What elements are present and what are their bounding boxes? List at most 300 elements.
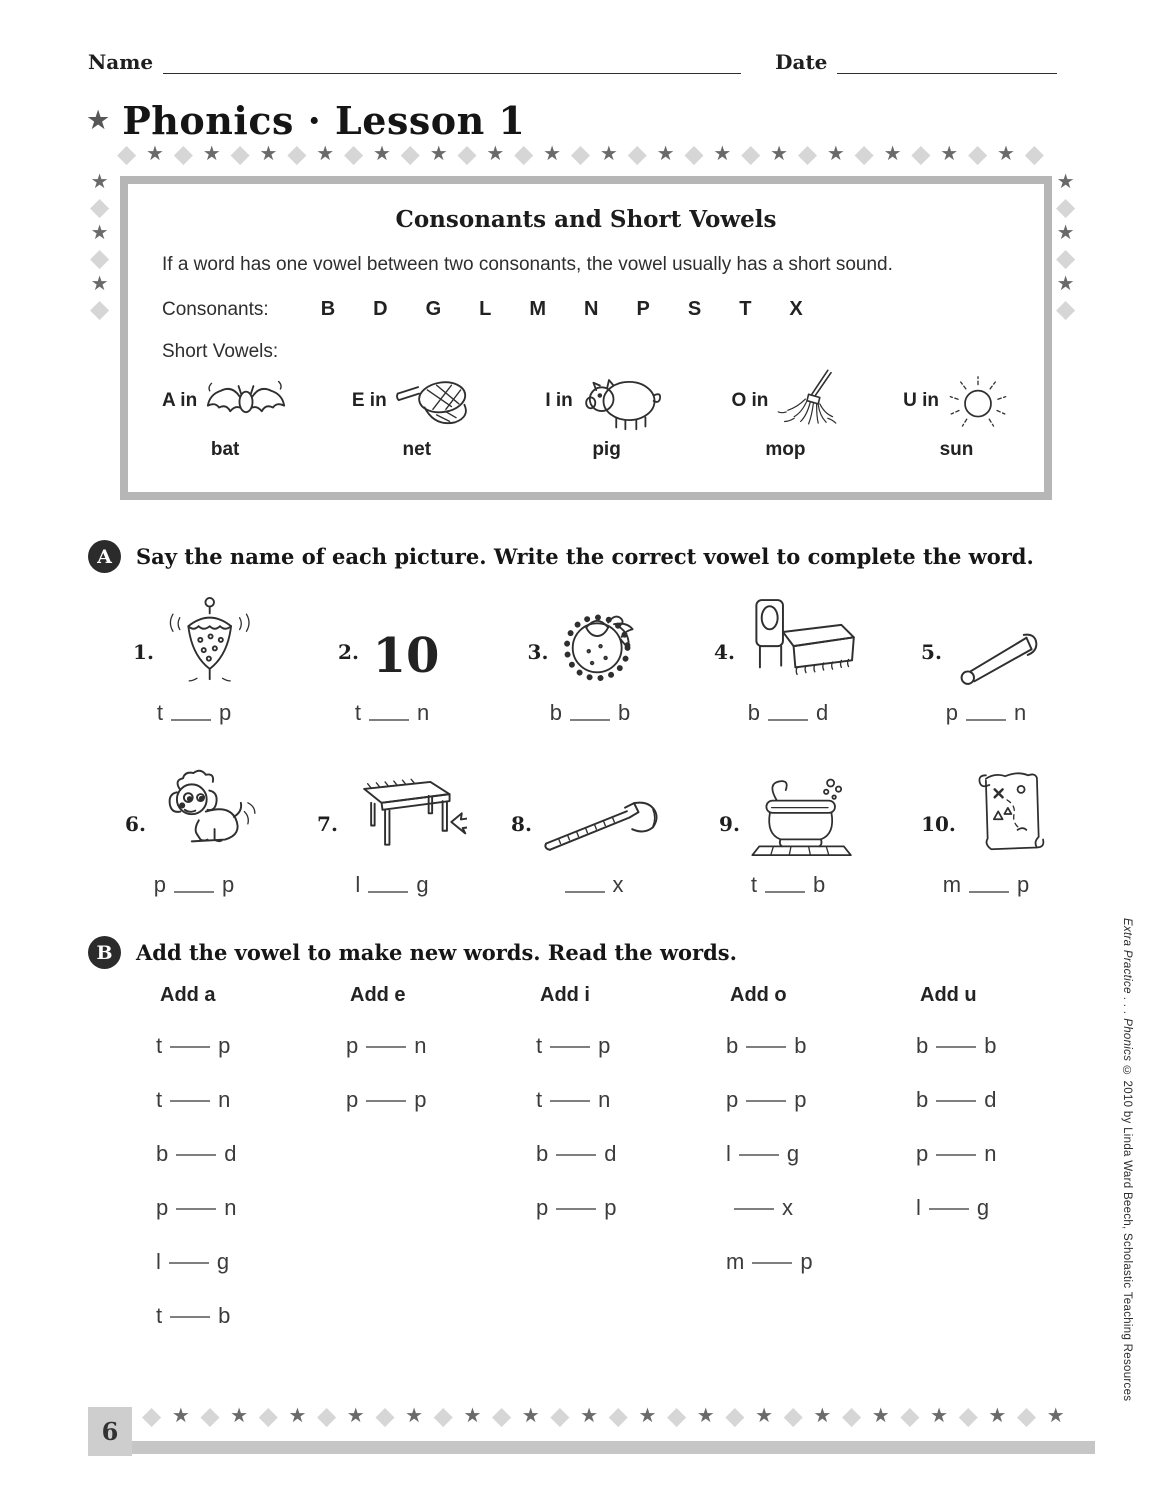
- word-post-letter: x: [612, 872, 624, 897]
- diamond-icon: ◆: [1056, 193, 1076, 221]
- fill-in-word: [346, 1073, 508, 1127]
- diamond-icon: ◆: [375, 1401, 395, 1430]
- safety-pin-icon: [949, 628, 1051, 686]
- consonant-letter: D: [373, 298, 388, 320]
- vowel-word: sun: [939, 439, 974, 460]
- consonant-letter: N: [584, 298, 599, 320]
- item-number: 9.: [719, 812, 740, 836]
- write-blank: [936, 1094, 976, 1102]
- word-pre-letter: p: [346, 1087, 359, 1112]
- word-pre-letter: l: [726, 1141, 731, 1166]
- name-write-line: [163, 52, 741, 74]
- diamond-icon: ◆: [725, 1401, 745, 1430]
- diamond-icon: ◆: [200, 1401, 220, 1430]
- exercise-item: [293, 752, 491, 898]
- write-blank: [570, 713, 610, 721]
- diamond-icon: ◆: [287, 139, 307, 168]
- fill-in-word: [726, 1235, 888, 1289]
- vowel-example-i: [545, 365, 667, 461]
- fill-in-word: [156, 1289, 318, 1343]
- word-pre-letter: p: [346, 1033, 359, 1058]
- decor-border-bottom: [142, 1401, 1065, 1430]
- page-number-tab: [88, 1407, 132, 1456]
- star-icon: ★: [826, 143, 845, 165]
- fill-in-word: [916, 1181, 1078, 1235]
- short-vowels-label: Short Vowels:: [162, 341, 279, 362]
- vowel-word: bat: [210, 439, 240, 460]
- star-icon: ★: [171, 1405, 190, 1427]
- diamond-icon: ◆: [1016, 1401, 1037, 1430]
- vowel-label: A in: [162, 390, 198, 411]
- exercise-item: [689, 580, 887, 726]
- puppy-icon: [153, 766, 263, 858]
- diamond-icon: ◆: [968, 139, 988, 168]
- word-pre-letter: b: [536, 1141, 549, 1166]
- star-icon: ★: [988, 1405, 1007, 1427]
- write-blank: [765, 885, 805, 893]
- word-pre-letter: p: [153, 872, 166, 897]
- diamond-icon: ◆: [90, 193, 110, 221]
- star-icon: ★: [230, 1405, 249, 1427]
- arrow-icon: [451, 813, 467, 833]
- page-number: 6: [101, 1417, 119, 1446]
- diamond-icon: ◆: [173, 139, 193, 168]
- fill-in-word: [916, 1127, 1078, 1181]
- word-pre-letter: m: [942, 872, 962, 897]
- consonant-letter: L: [479, 298, 492, 320]
- consonant-letter: P: [636, 298, 650, 320]
- item-number: 5.: [921, 640, 942, 664]
- diamond-icon: ◆: [783, 1401, 803, 1430]
- name-date-row: [88, 50, 1057, 74]
- section-a-header: [88, 540, 1034, 573]
- bat-icon: [204, 374, 288, 428]
- write-blank: [969, 885, 1009, 893]
- star-icon: ★: [713, 143, 732, 165]
- vowel-label: O in: [731, 390, 769, 411]
- write-blank: [768, 713, 808, 721]
- consonant-letter: M: [529, 298, 547, 320]
- credit-rest: © 2010 by Linda Ward Beech, Scholastic Teaching Resources: [1121, 1061, 1133, 1402]
- word-post-letter: p: [414, 1087, 427, 1112]
- exercise-item: [491, 752, 689, 898]
- star-icon: ★: [405, 1405, 424, 1427]
- ax-icon: [539, 786, 669, 858]
- add-i-column: [508, 984, 698, 1343]
- star-icon: ★: [86, 105, 111, 135]
- vowel-label: I in: [545, 390, 573, 411]
- star-icon: ★: [1046, 1405, 1065, 1427]
- star-icon: ★: [580, 1405, 599, 1427]
- column-header: Add e: [350, 984, 406, 1006]
- word-post-letter: p: [800, 1249, 813, 1274]
- write-blank: [176, 1148, 216, 1156]
- fill-in-word: [154, 872, 235, 898]
- column-header: Add i: [540, 984, 590, 1006]
- svg-text:10: 10: [372, 627, 440, 684]
- star-icon: ★: [883, 143, 902, 165]
- fill-in-word: [536, 1019, 698, 1073]
- star-icon: ★: [372, 143, 391, 165]
- fill-in-word: [916, 1073, 1078, 1127]
- word-post-letter: p: [218, 1033, 231, 1058]
- word-post-letter: d: [224, 1141, 237, 1166]
- net-icon: [394, 373, 482, 429]
- diamond-icon: ◆: [90, 295, 110, 323]
- word-post-letter: d: [984, 1087, 997, 1112]
- word-post-letter: g: [786, 1141, 800, 1166]
- star-icon: ★: [599, 143, 618, 165]
- diamond-icon: ◆: [230, 139, 250, 168]
- item-number: 3.: [527, 640, 549, 664]
- column-header: Add u: [920, 984, 977, 1006]
- star-icon: ★: [543, 143, 562, 165]
- word-post-letter: n: [416, 700, 430, 725]
- word-post-letter: g: [976, 1195, 990, 1220]
- star-icon: ★: [90, 171, 109, 193]
- fill-in-word: [726, 1127, 888, 1181]
- decor-border-top: [117, 139, 1044, 168]
- write-blank: [170, 1310, 210, 1318]
- fill-in-word: [156, 1019, 318, 1073]
- page-title-row: [86, 98, 525, 143]
- star-icon: ★: [638, 1405, 657, 1427]
- word-post-letter: p: [222, 872, 235, 897]
- fill-in-word: [355, 700, 429, 726]
- date-label: Date: [775, 50, 828, 74]
- vowel-label: E in: [351, 390, 387, 411]
- item-number: 6.: [125, 812, 146, 836]
- star-icon: ★: [316, 143, 335, 165]
- word-post-letter: n: [224, 1195, 237, 1220]
- decor-column-right: [1056, 172, 1075, 322]
- word-pre-letter: t: [536, 1087, 543, 1112]
- star-icon: ★: [288, 1405, 307, 1427]
- write-blank: [366, 1040, 406, 1048]
- write-blank: [556, 1202, 596, 1210]
- write-blank: [550, 1094, 590, 1102]
- spinning-top-icon: [161, 592, 255, 686]
- star-icon: ★: [259, 143, 278, 165]
- exercise-item: [95, 580, 293, 726]
- word-pre-letter: l: [156, 1249, 161, 1274]
- word-post-letter: p: [1017, 872, 1030, 897]
- write-blank: [746, 1040, 786, 1048]
- section-a-row-1: [95, 580, 1085, 726]
- write-blank: [734, 1202, 774, 1210]
- word-post-letter: n: [218, 1087, 231, 1112]
- word-post-letter: n: [414, 1033, 427, 1058]
- star-icon: ★: [930, 1405, 949, 1427]
- diamond-icon: ◆: [741, 139, 761, 168]
- word-post-letter: b: [812, 872, 826, 897]
- diamond-icon: ◆: [514, 139, 534, 168]
- star-icon: ★: [1056, 273, 1075, 295]
- write-blank: [556, 1148, 596, 1156]
- section-b-badge: B: [88, 936, 121, 969]
- sun-icon: [946, 369, 1010, 433]
- word-post-letter: p: [604, 1195, 617, 1220]
- date-write-line: [837, 52, 1057, 74]
- diamond-icon: ◆: [854, 139, 874, 168]
- vowel-example-o: [731, 365, 839, 461]
- consonant-letter: X: [789, 298, 803, 320]
- word-pre-letter: p: [945, 700, 958, 725]
- word-pre-letter: p: [156, 1195, 169, 1220]
- write-blank: [550, 1040, 590, 1048]
- word-post-letter: b: [218, 1303, 231, 1328]
- add-e-column: [318, 984, 508, 1343]
- word-post-letter: n: [1014, 700, 1027, 725]
- add-u-column: [888, 984, 1078, 1343]
- word-post-letter: p: [218, 700, 232, 725]
- fill-in-word: [156, 1127, 318, 1181]
- bib-icon: [555, 597, 652, 686]
- rule-box-title: Consonants and Short Vowels: [395, 206, 777, 233]
- bed-icon: [742, 593, 862, 686]
- diamond-icon: ◆: [841, 1401, 862, 1430]
- credit-series-title: Extra Practice . . . Phonics: [1121, 918, 1133, 1062]
- word-pre-letter: b: [726, 1033, 739, 1058]
- pig-icon: [580, 370, 668, 432]
- vowel-word: mop: [765, 439, 806, 460]
- diamond-icon: ◆: [1056, 295, 1076, 323]
- word-pre-letter: t: [156, 1303, 163, 1328]
- star-icon: ★: [429, 143, 448, 165]
- write-blank: [746, 1094, 786, 1102]
- diamond-icon: ◆: [117, 139, 137, 168]
- diamond-icon: ◆: [627, 139, 647, 168]
- fill-in-word: [946, 700, 1027, 726]
- star-icon: ★: [755, 1405, 774, 1427]
- star-icon: ★: [1056, 171, 1075, 193]
- star-icon: ★: [1056, 222, 1075, 244]
- consonants-row: [162, 298, 1010, 321]
- word-post-letter: b: [794, 1033, 807, 1058]
- star-icon: ★: [521, 1405, 540, 1427]
- write-blank: [169, 1256, 209, 1264]
- write-blank: [171, 713, 211, 721]
- word-pre-letter: t: [750, 872, 757, 897]
- vowel-label: U in: [903, 390, 939, 411]
- exercise-item: [887, 752, 1085, 898]
- diamond-icon: ◆: [1024, 139, 1044, 168]
- write-blank: [929, 1202, 969, 1210]
- word-post-letter: g: [216, 1249, 230, 1274]
- exercise-item: [689, 752, 887, 898]
- diamond-icon: ◆: [258, 1401, 278, 1430]
- word-pre-letter: b: [916, 1033, 929, 1058]
- write-blank: [565, 885, 605, 893]
- star-icon: ★: [346, 1405, 365, 1427]
- star-icon: ★: [486, 143, 505, 165]
- name-label: Name: [88, 50, 154, 74]
- tub-icon: [747, 774, 857, 858]
- diamond-icon: ◆: [570, 139, 591, 168]
- fill-in-word: [943, 872, 1030, 898]
- exercise-item: [293, 580, 491, 726]
- exercise-item: [491, 580, 689, 726]
- consonant-letter: S: [687, 298, 702, 320]
- consonant-letter: T: [739, 298, 752, 320]
- star-icon: ★: [146, 143, 164, 165]
- fill-in-word: [346, 1019, 508, 1073]
- word-pre-letter: b: [747, 700, 760, 725]
- diamond-icon: ◆: [142, 1401, 162, 1430]
- table-leg-icon: [345, 766, 467, 858]
- fill-in-word: [156, 1073, 318, 1127]
- fill-in-word: [536, 1181, 698, 1235]
- word-pre-letter: t: [536, 1033, 543, 1058]
- diamond-icon: ◆: [400, 139, 420, 168]
- word-pre-letter: l: [916, 1195, 921, 1220]
- mop-icon: [775, 367, 839, 436]
- diamond-icon: ◆: [900, 1401, 920, 1430]
- fill-in-word: [550, 700, 631, 726]
- word-post-letter: d: [604, 1141, 617, 1166]
- write-blank: [174, 885, 214, 893]
- write-blank: [739, 1148, 779, 1156]
- star-icon: ★: [770, 143, 789, 165]
- diamond-icon: ◆: [491, 1401, 512, 1430]
- star-icon: ★: [656, 143, 675, 165]
- consonant-letter: B: [320, 298, 336, 320]
- section-b-instruction: Add the vowel to make new words. Read the words.: [136, 940, 737, 965]
- diamond-icon: ◆: [550, 1401, 570, 1430]
- item-number: 1.: [133, 640, 154, 664]
- star-icon: ★: [463, 1405, 482, 1427]
- star-icon: ★: [90, 273, 109, 295]
- word-post-letter: p: [598, 1033, 611, 1058]
- diamond-icon: ◆: [958, 1401, 978, 1430]
- write-blank: [176, 1202, 216, 1210]
- section-b-grid: [128, 984, 1078, 1343]
- write-blank: [966, 713, 1006, 721]
- fill-in-word: [726, 1019, 888, 1073]
- section-b-header: [88, 936, 737, 969]
- write-blank: [936, 1040, 976, 1048]
- star-icon: ★: [202, 143, 221, 165]
- diamond-icon: ◆: [911, 139, 931, 168]
- diamond-icon: ◆: [316, 1401, 337, 1430]
- consonants-label: Consonants:: [162, 299, 269, 320]
- diamond-icon: ◆: [90, 244, 110, 272]
- fill-in-word: [726, 1073, 888, 1127]
- word-post-letter: n: [598, 1087, 611, 1112]
- map-icon: [963, 763, 1051, 858]
- star-icon: ★: [813, 1405, 832, 1427]
- vowel-word: net: [402, 439, 432, 460]
- diamond-icon: ◆: [433, 1401, 453, 1430]
- word-pre-letter: t: [156, 700, 163, 725]
- fill-in-word: [157, 700, 231, 726]
- column-header: Add a: [160, 984, 216, 1006]
- item-number: 4.: [714, 640, 735, 664]
- star-icon: ★: [940, 143, 959, 165]
- diamond-icon: ◆: [608, 1401, 628, 1430]
- footer-bar: [96, 1441, 1095, 1454]
- exercise-item: [95, 752, 293, 898]
- word-post-letter: x: [782, 1195, 793, 1220]
- fill-in-word: [536, 1127, 698, 1181]
- rule-box: [120, 176, 1052, 500]
- word-pre-letter: p: [726, 1087, 739, 1112]
- star-icon: ★: [696, 1405, 715, 1427]
- fill-in-word: [355, 872, 428, 898]
- word-pre-letter: t: [156, 1087, 163, 1112]
- word-pre-letter: t: [354, 700, 361, 725]
- word-pre-letter: t: [156, 1033, 163, 1058]
- write-blank: [368, 885, 408, 893]
- vowel-examples-row: [162, 365, 1010, 461]
- vowel-example-a: [162, 365, 288, 461]
- decor-column-left: [90, 172, 109, 322]
- word-post-letter: p: [794, 1087, 807, 1112]
- item-number: 10.: [921, 812, 956, 836]
- vowel-example-u: [903, 365, 1010, 461]
- diamond-icon: ◆: [457, 139, 477, 168]
- word-pre-letter: m: [726, 1249, 745, 1274]
- add-a-column: [128, 984, 318, 1343]
- consonant-letter: G: [425, 298, 442, 320]
- section-a-instruction: Say the name of each picture. Write the correct vowel to complete the word.: [136, 544, 1034, 569]
- diamond-icon: ◆: [1056, 244, 1076, 272]
- word-post-letter: n: [984, 1141, 997, 1166]
- vowel-example-e: [352, 365, 482, 461]
- word-pre-letter: b: [156, 1141, 169, 1166]
- write-blank: [170, 1040, 210, 1048]
- item-number: 8.: [511, 812, 532, 836]
- word-post-letter: b: [618, 700, 631, 725]
- vowel-word: pig: [592, 439, 621, 460]
- word-pre-letter: l: [355, 872, 361, 897]
- star-icon: ★: [871, 1405, 890, 1427]
- write-blank: [366, 1094, 406, 1102]
- column-header: Add o: [730, 984, 787, 1006]
- word-post-letter: g: [416, 872, 429, 897]
- fill-in-word: [557, 872, 624, 898]
- diamond-icon: ◆: [684, 139, 704, 168]
- write-blank: [170, 1094, 210, 1102]
- section-a-badge: A: [88, 540, 121, 573]
- fill-in-word: [751, 872, 825, 898]
- item-number: 7.: [317, 812, 338, 836]
- copyright-credit: [1121, 918, 1133, 1401]
- fill-in-word: [156, 1181, 318, 1235]
- fill-in-word: [748, 700, 829, 726]
- write-blank: [936, 1148, 976, 1156]
- item-number: 2.: [338, 640, 359, 664]
- diamond-icon: ◆: [797, 139, 818, 168]
- word-pre-letter: p: [536, 1195, 549, 1220]
- word-post-letter: d: [816, 700, 829, 725]
- word-post-letter: b: [984, 1033, 997, 1058]
- number-ten-picture: [366, 622, 446, 686]
- write-blank: [369, 713, 409, 721]
- fill-in-word: [536, 1073, 698, 1127]
- fill-in-word: [916, 1019, 1078, 1073]
- fill-in-word: [726, 1181, 888, 1235]
- page-title: Phonics · Lesson 1: [122, 98, 526, 143]
- rule-text: If a word has one vowel between two consonants, the vowel usually has a short sound.: [162, 254, 893, 275]
- diamond-icon: ◆: [343, 139, 364, 168]
- word-pre-letter: b: [916, 1087, 929, 1112]
- diamond-icon: ◆: [666, 1401, 687, 1430]
- word-pre-letter: b: [549, 700, 562, 725]
- write-blank: [752, 1256, 792, 1264]
- fill-in-word: [156, 1235, 318, 1289]
- word-pre-letter: p: [916, 1141, 929, 1166]
